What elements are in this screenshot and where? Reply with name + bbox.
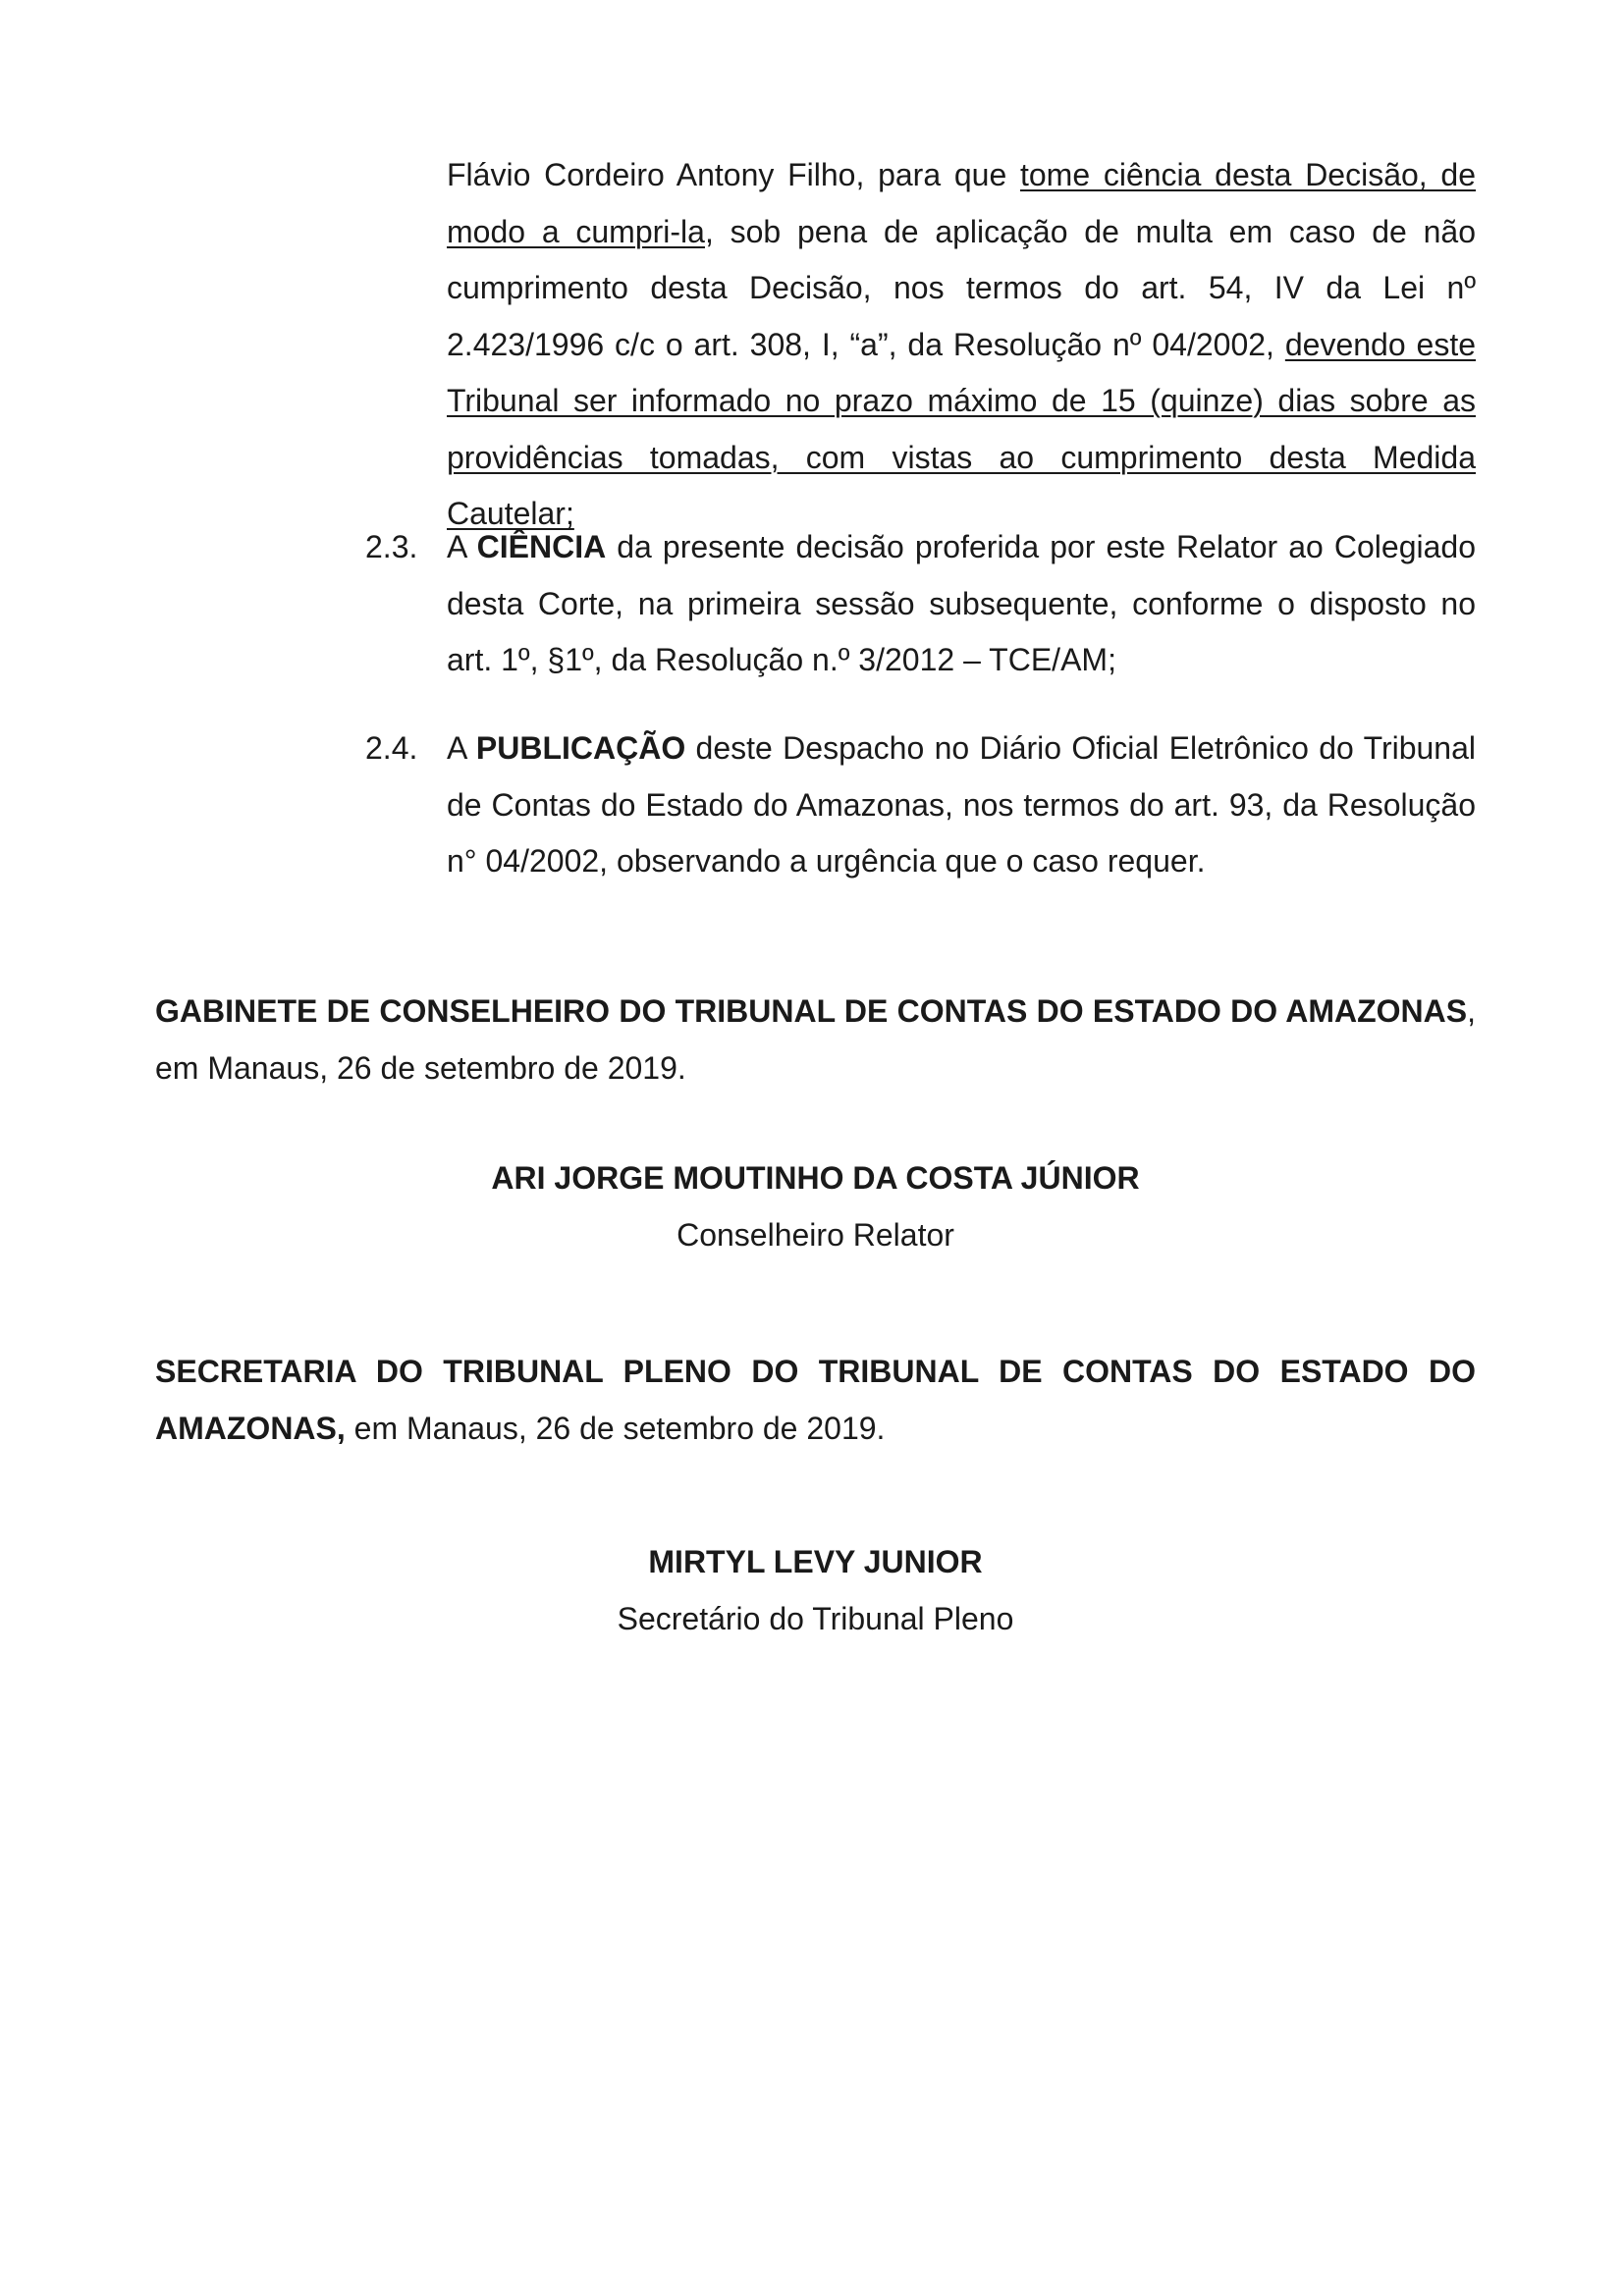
signatory-name: MIRTYL LEVY JUNIOR — [648, 1544, 983, 1579]
list-item-2-3 — [365, 519, 1476, 689]
item-prefix: A — [447, 730, 476, 766]
item-number: 2.3. — [365, 529, 418, 564]
signature-block-relator — [155, 1150, 1476, 1263]
signature-block-secretario — [155, 1534, 1476, 1647]
item-body: da presente decisão proferida por este Relator ao Colegiado desta Corte, na primeira sessão subsequente, conforme o disposto no art. 1º, §1º, da Resolução n.º 3/2012 – TCE/AM; — [447, 529, 1477, 677]
closing-heading: GABINETE DE CONSELHEIRO DO TRIBUNAL DE CONTAS DO ESTADO DO AMAZONAS — [155, 993, 1468, 1029]
list-item-2-4 — [365, 721, 1476, 890]
signatory-name: ARI JORGE MOUTINHO DA COSTA JÚNIOR — [491, 1160, 1140, 1196]
paragraph-text: , sob pena de aplicação de multa em caso de não cumprimento desta Decisão, nos termos do art. 54, IV da Lei nº 2.423/1996 c/c o art. 308, I, “a”, da Resolução nº 04/2002, — [447, 213, 1477, 362]
item-prefix: A — [447, 529, 477, 564]
closing-date: em Manaus, 26 de setembro de 2019. — [345, 1410, 886, 1446]
item-body: deste Despacho no Diário Oficial Eletrônico do Tribunal de Contas do Estado do Amazonas, nos termos do art. 93, da Resolução n° 04/2002, observando a urgência que o caso requer. — [447, 730, 1477, 879]
item-keyword: PUBLICAÇÃO — [475, 730, 686, 766]
paragraph-text: Flávio Cordeiro Antony Filho, para que — [447, 157, 1020, 192]
paragraph-continuation — [447, 147, 1476, 543]
closing-date: , em Manaus, 26 de setembro de 2019. — [155, 993, 1476, 1086]
item-text — [447, 519, 1476, 689]
signatory-role: Conselheiro Relator — [677, 1216, 954, 1253]
underlined-text: devendo este Tribunal ser informado no prazo máximo de 15 (quinze) dias sobre as providências tomadas, com vistas ao cumprimento desta Medida Cautelar; — [447, 326, 1477, 531]
closing-secretaria — [155, 1344, 1476, 1457]
item-number: 2.4. — [365, 730, 418, 766]
closing-gabinete — [155, 984, 1476, 1096]
signatory-role: Secretário do Tribunal Pleno — [617, 1600, 1014, 1636]
closing-heading: SECRETARIA DO TRIBUNAL PLENO DO TRIBUNAL DE CONTAS DO ESTADO DO AMAZONAS, — [155, 1354, 1476, 1446]
underlined-text: tome ciência desta Decisão, de modo a cumpri-la — [447, 157, 1477, 249]
item-keyword: CIÊNCIA — [476, 529, 607, 564]
item-text — [447, 721, 1476, 890]
